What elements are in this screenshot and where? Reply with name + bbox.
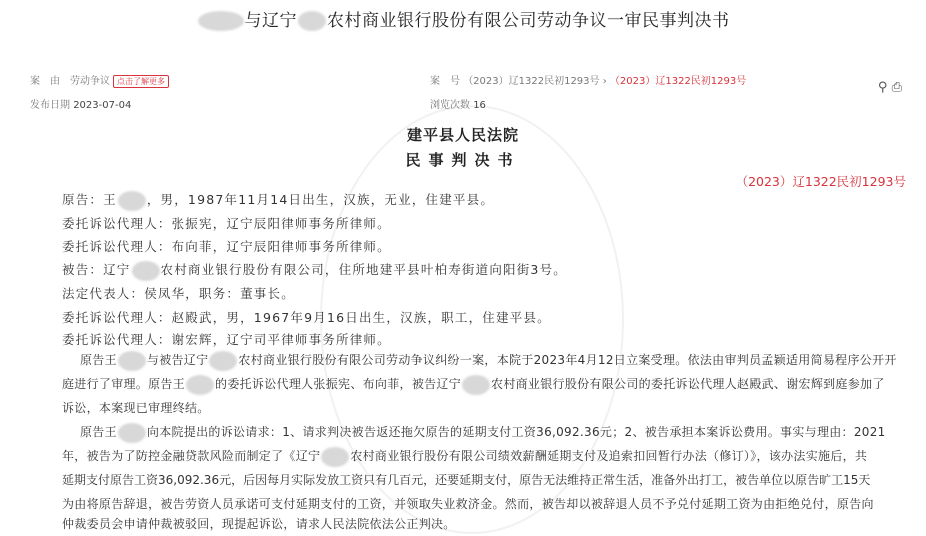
share-icon[interactable]: ⚲ [877,80,888,95]
toolbar [878,80,902,95]
agent-line: 委托诉讼代理人：张振宪，辽宁辰阳律师事务所律师。 [62,216,391,231]
case-number-link[interactable]: （2023）辽1322民初1293号 [609,76,747,87]
redaction [118,191,146,211]
learn-more-tag[interactable]: 点击了解更多 [113,75,169,88]
redaction [118,351,146,371]
redaction [132,261,160,281]
redaction [321,447,349,467]
document-type: 民事判决书 [405,151,521,169]
redaction [462,375,490,395]
defendant-line: 被告：辽宁 农村商业银行股份有限公司，住所地建平县叶柏寿街道向阳街3号。 [62,260,567,281]
redaction [209,351,237,371]
court-name: 建平县人民法院 [406,126,519,144]
paragraph-line: 仲裁委员会申请仲裁被驳回，现提起诉讼，请求人民法院依法公正判决。 [62,517,456,531]
paragraph-line: 延期支付原告工资36,092.36元，后因每月实际发放工资只有几百元，还要延期支付，原告无法维持正常生活，准备外出打工，被告单位以原告旷工15天 [62,473,871,487]
agent-line: 委托诉讼代理人：赵殿武，男，1967年9月16日出生，汉族，职工，住建平县。 [62,310,551,325]
publish-date: 发布日期 2023-07-04 [30,100,132,111]
paragraph-line: 诉讼，本案现已审理终结。 [62,401,210,415]
paragraph-line: 庭进行了审理。原告王 的委托诉讼代理人张振宪、布向菲，被告辽宁 农村商业银行股份有限公司的委托诉讼代理人赵殿武、谢宏辉到庭参加了 [62,374,885,395]
paragraph-line: 为由将原告辞退，被告劳资人员承诺可支付延期支付的工资，并领取失业救济金。然而，被告却以被辞退人员不予兑付延期工资为由拒绝兑付，原告向 [62,497,874,511]
plaintiff-line: 原告：王 ，男，1987年11月14日出生，汉族，无业，住建平县。 [62,190,494,211]
print-icon[interactable]: ⎙ [891,80,902,95]
paragraph-line: 原告王 与被告辽宁 农村商业银行股份有限公司劳动争议纠纷一案，本院于2023年4月12日立案受理。依法由审判员孟颖适用简易程序公开开 [80,350,897,371]
cause-field: 案 由 劳动争议 点击了解更多 [30,72,169,88]
agent-line: 委托诉讼代理人：谢宏辉，辽宁司平律师事务所律师。 [62,332,391,347]
agent-line: 委托诉讼代理人：布向菲，辽宁辰阳律师事务所律师。 [62,239,391,254]
paragraph-line: 原告王 向本院提出的诉讼请求：1、请求判决被告返还拖欠原告的延期支付工资36,092.36元；2、被告承担本案诉讼费用。事实与理由：2021 [80,422,886,443]
redaction [186,375,214,395]
legal-rep-line: 法定代表人：侯凤华，职务：董事长。 [62,286,295,301]
view-count: 浏览次数 16 [430,100,486,111]
document-title: 与辽宁 农村商业银行股份有限公司劳动争议一审民事判决书 [0,6,926,31]
case-number: （2023）辽1322民初1293号 [735,174,906,189]
case-number-field: 案 号 （2023）辽1322民初1293号 › （2023）辽1322民初1293号 [430,76,747,87]
redaction [198,11,244,31]
redaction [298,11,326,31]
redaction [118,423,146,443]
paragraph-line: 年，被告为了防控金融贷款风险而制定了《辽宁 农村商业银行股份有限公司绩效薪酬延期支付及追索扣回暂行办法（修订）》，该办法实施后，共 [62,446,867,467]
